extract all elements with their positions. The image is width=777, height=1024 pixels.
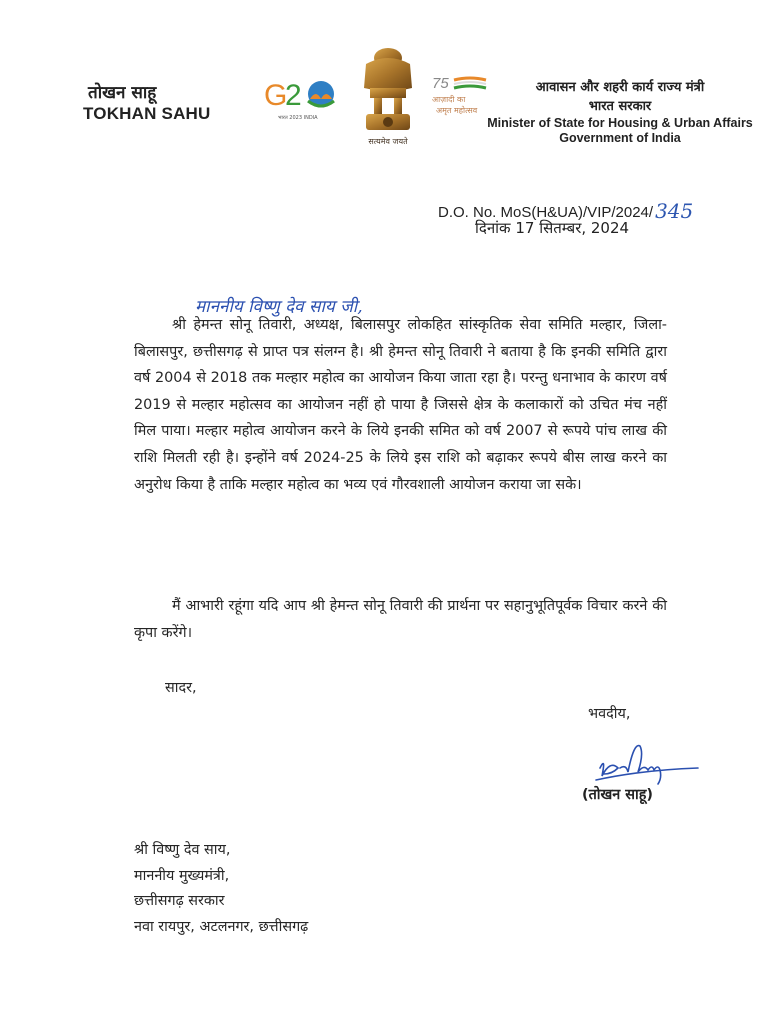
minister-name-english: TOKHAN SAHU [83, 104, 211, 123]
ministry-hindi-line1: आवासन और शहरी कार्य राज्य मंत्री [535, 80, 705, 95]
closing-sadar: सादर, [165, 680, 197, 696]
azadi-logo-line1: आज़ादी का [432, 95, 466, 104]
azadi-logo-number: 75 [432, 75, 449, 92]
g20-logo [264, 75, 354, 125]
azadi-logo-line2: अमृत महोत्सव [436, 106, 478, 115]
ministry-designation [470, 78, 770, 146]
addressee-line-3: छत्तीसगढ़ सरकार [134, 893, 225, 909]
emblem-motto: सत्यमेव जयते [368, 137, 408, 146]
body-paragraph-2: मैं आभारी रहूंगा यदि आप श्री हेमन्त सोनू तिवारी की प्रार्थना पर सहानुभूतिपूर्वक विचार करने की कृपा करेंगे। [134, 598, 667, 641]
addressee-line-2: माननीय मुख्यमंत्री, [134, 867, 230, 884]
addressee-block [134, 838, 308, 940]
sign-off-bhavdiya: भवदीय, [588, 706, 631, 722]
letter-date: दिनांक 17 सितम्बर, 2024 [475, 219, 630, 237]
do-number-handwritten: 345 [655, 199, 694, 223]
g20-logo-number: 2 [285, 79, 302, 112]
handwritten-signature [592, 738, 702, 790]
ministry-english-line2: Government of India [559, 131, 681, 145]
minister-name-hindi: तोखन साहू [88, 83, 157, 103]
do-number-printed: D.O. No. MoS(H&UA)/VIP/2024/ [438, 204, 654, 221]
addressee-line-1: श्री विष्णु देव साय, [134, 842, 231, 858]
addressee-line-4: नवा रायपुर, अटलनगर, छत्तीसगढ़ [134, 918, 309, 935]
g20-logo-letter-g: G [264, 79, 288, 112]
signatory-name: (तोखन साहू) [582, 787, 653, 803]
salutation-handwritten: माननीय विष्णु देव साय जी, [195, 297, 363, 317]
g20-tagline: भारत 2023 INDIA [278, 115, 318, 121]
ministry-hindi-line2: भारत सरकार [588, 99, 652, 114]
national-emblem-icon [352, 44, 424, 150]
ministry-english-line1: Minister of State for Housing & Urban Affairs [487, 116, 753, 130]
body-paragraph-1: श्री हेमन्त सोनू तिवारी, अध्यक्ष, बिलासपुर लोकहित सांस्कृतिक सेवा समिति मल्हार, जिला-बिलासपुर, छत्तीसगढ़ से प्राप्त पत्र संलग्न है। श्री हेमन्त सोनू तिवारी ने बताया है कि इनकी समिति द्वारा वर्ष 2004 से 2018 तक मल्हार महोत्व का आयोजन किया जाता रहा है। परन्तु धनाभाव के कारण वर्ष 2019 से मल्हार महोत्सव का आयोजन नहीं हो पाया है जिससे क्षेत्र के कलाकारों को उचित मंच नहीं मिल पाया। मल्हार महोत्व आयोजन करने के लिये इनकी समित को वर्ष 2007 से रूपये पांच लाख की राशि मिलती रही है। इन्होंने वर्ष 2024-25 के लिये इस राशि को बढ़ाकर रूपये बीस लाख करने का अनुरोध किया है ताकि मल्हार महोत्व का भव्य एवं गौरवशाली आयोजन कराया जा सके। [134, 317, 667, 493]
